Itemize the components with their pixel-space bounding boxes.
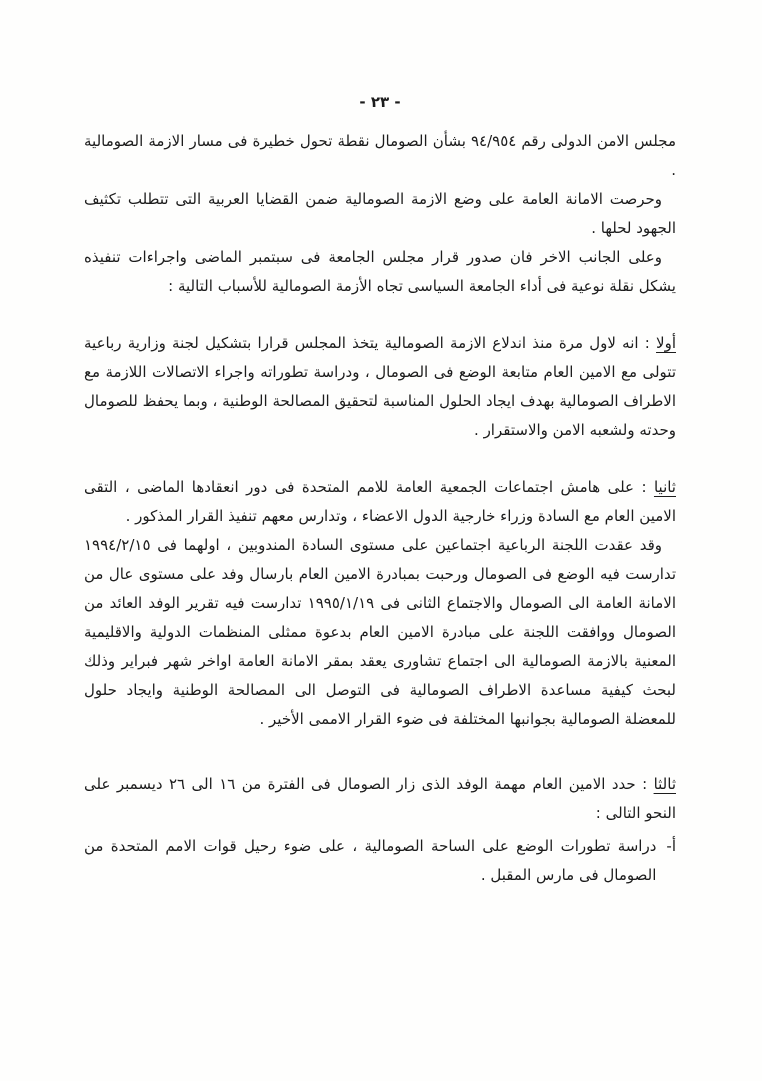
section-third [84,770,676,828]
section-first [84,329,676,445]
paragraph-intro-3: وعلى الجانب الاخر فان صدور قرار مجلس الجامعة فى سبتمبر الماضى واجراءات تنفيذه يشكل نقلة نوعية فى أداء الجامعة السياسى تجاه الأزمة الصومالية للأسباب التالية : [84,248,676,295]
section-second-label: ثانيا [653,478,676,496]
page-number: - ٢٣ - [359,93,401,111]
paragraph-intro-1: مجلس الامن الدولى رقم ٩٤/٩٥٤ بشأن الصومال نقطة تحول خطيرة فى مسار الازمة الصومالية . [84,132,676,179]
section-third-body: : حدد الامين العام مهمة الوفد الذى زار الصومال فى الفترة من ١٦ الى ٢٦ ديسمبر على النحو التالى : [84,775,676,822]
list-item-a-marker: أ- [666,837,676,855]
paragraph-intro-2: وحرصت الامانة العامة على وضع الازمة الصومالية ضمن القضايا العربية التى تتطلب تكثيف الجهود لحلها . [84,190,676,237]
section-first-label: أولا [656,334,676,352]
list-item-a-text: دراسة تطورات الوضع على الساحة الصومالية ، على ضوء رحيل قوات الامم المتحدة من الصومال فى مارس المقبل . [84,837,657,884]
section-second-continuation: وقد عقدت اللجنة الرباعية اجتماعين على مستوى السادة المندوبين ، اولهما فى ١٩٩٤/٢/١٥ تدارست فيه الوضع فى الصومال ورحبت بمبادرة الامين العام بارسال وفد على مستوى عال من الامانة العامة الى الصومال والاجتماع الثانى فى ١٩٩٥/١/١٩ تدارست فيه تقرير الوفد العائد من الصومال ووافقت اللجنة على مبادرة الامين العام بدعوة ممثلى المنظمات الدولية والاقليمية المعنية بالازمة الصومالية الى اجتماع تشاورى يعقد بمقر الامانة العامة اواخر شهر فبراير وذلك لبحث كيفية مساعدة الاطراف الصومالية فى التوصل الى المصالحة الوطنية وايجاد حلول للمعضلة الصومالية بجوانبها المختلفة فى ضوء القرار الاممى الأخير . [84,536,677,728]
section-first-body: : انه لاول مرة منذ اندلاع الازمة الصومالية يتخذ المجلس قرارا بتشكيل لجنة وزارية رباعية تتولى مع الامين العام متابعة الوضع فى الصومال ، ودراسة تطوراته واجراء الاتصالات اللازمة مع الاطراف الصومالية بهدف ايجاد الحلول المناسبة لتحقيق المصالحة الوطنية ، وبما يحفظ للصومال وحدته ولشعبه الامن والاستقرار . [84,334,676,439]
section-third-label: ثالثا [653,775,676,793]
section-second [84,473,676,531]
section-second-body: : على هامش اجتماعات الجمعية العامة للامم المتحدة فى دور انعقادها الماضى ، التقى الامين العام مع السادة وزراء خارجية الدول الاعضاء ، وتدارس معهم تنفيذ القرار المذكور . [84,478,676,525]
list-item-a [84,832,676,890]
